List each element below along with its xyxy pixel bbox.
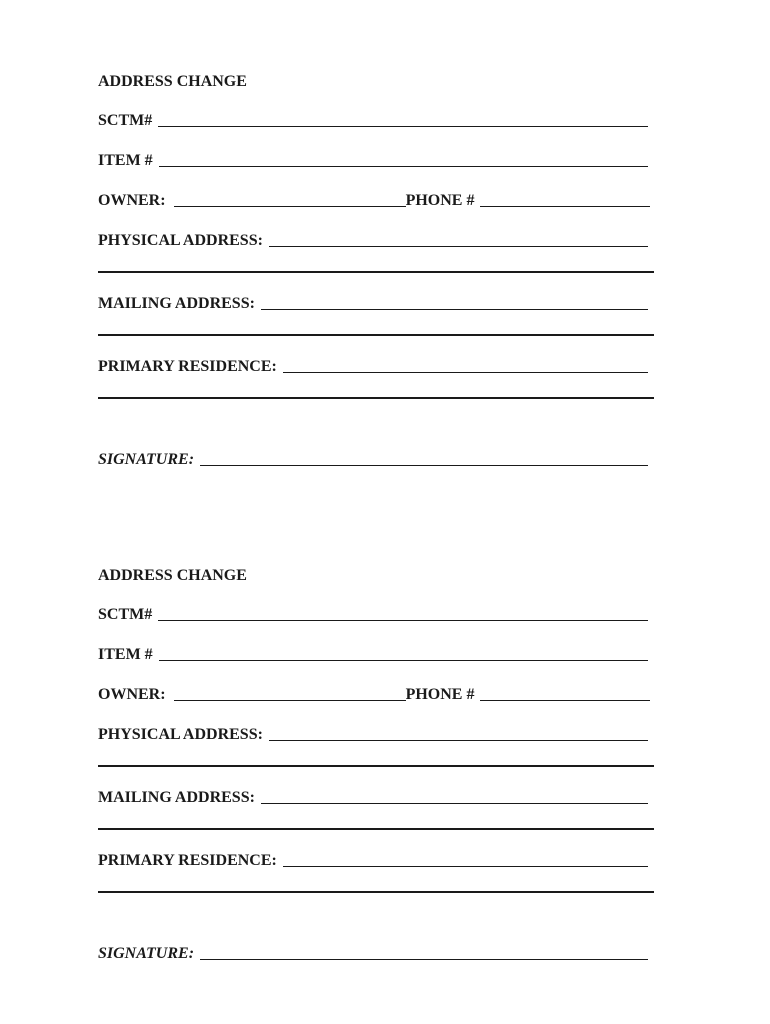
sctm-label: SCTM#	[98, 112, 153, 129]
physical-address-label: PHYSICAL ADDRESS:	[98, 232, 263, 249]
phone-label: PHONE #	[405, 686, 475, 703]
signature-field[interactable]	[200, 464, 648, 466]
primary-residence-row	[98, 852, 654, 870]
physical-address-field-line-2[interactable]	[98, 271, 654, 273]
primary-residence-field[interactable]	[283, 371, 648, 373]
phone-field[interactable]	[480, 205, 650, 207]
mailing-address-field[interactable]	[261, 308, 648, 310]
physical-address-field[interactable]	[269, 245, 648, 247]
physical-address-field-line-2[interactable]	[98, 765, 654, 767]
address-change-form-1	[98, 72, 654, 469]
mailing-address-row	[98, 295, 654, 313]
sctm-field[interactable]	[158, 125, 648, 127]
primary-residence-row	[98, 358, 654, 376]
owner-row	[98, 686, 654, 704]
mailing-address-label: MAILING ADDRESS:	[98, 295, 255, 312]
mailing-address-field-line-2[interactable]	[98, 334, 654, 336]
primary-residence-field-line-2[interactable]	[98, 397, 654, 399]
item-label: ITEM #	[98, 152, 153, 169]
item-field[interactable]	[159, 165, 648, 167]
address-change-form-2	[98, 566, 654, 963]
mailing-address-field-line-2[interactable]	[98, 828, 654, 830]
owner-label: OWNER:	[98, 686, 166, 703]
signature-row	[98, 451, 654, 469]
primary-residence-field-line-2[interactable]	[98, 891, 654, 893]
signature-field[interactable]	[200, 958, 648, 960]
sctm-field[interactable]	[158, 619, 648, 621]
physical-address-field[interactable]	[269, 739, 648, 741]
sctm-label: SCTM#	[98, 606, 153, 623]
owner-label: OWNER:	[98, 192, 166, 209]
signature-row	[98, 945, 654, 963]
mailing-address-field[interactable]	[261, 802, 648, 804]
item-row	[98, 646, 654, 664]
primary-residence-field[interactable]	[283, 865, 648, 867]
physical-address-row	[98, 232, 654, 250]
form-title: ADDRESS CHANGE	[98, 567, 247, 584]
sctm-row	[98, 112, 654, 130]
item-label: ITEM #	[98, 646, 153, 663]
signature-label: SIGNATURE:	[98, 945, 195, 962]
mailing-address-label: MAILING ADDRESS:	[98, 789, 255, 806]
physical-address-row	[98, 726, 654, 744]
item-row	[98, 152, 654, 170]
phone-field[interactable]	[480, 699, 650, 701]
primary-residence-label: PRIMARY RESIDENCE:	[98, 852, 277, 869]
signature-label: SIGNATURE:	[98, 451, 195, 468]
physical-address-label: PHYSICAL ADDRESS:	[98, 726, 263, 743]
primary-residence-label: PRIMARY RESIDENCE:	[98, 358, 277, 375]
phone-label: PHONE #	[405, 192, 475, 209]
owner-field[interactable]	[174, 699, 406, 701]
sctm-row	[98, 606, 654, 624]
owner-row	[98, 192, 654, 210]
owner-field[interactable]	[174, 205, 406, 207]
mailing-address-row	[98, 789, 654, 807]
item-field[interactable]	[159, 659, 648, 661]
form-title: ADDRESS CHANGE	[98, 73, 247, 90]
